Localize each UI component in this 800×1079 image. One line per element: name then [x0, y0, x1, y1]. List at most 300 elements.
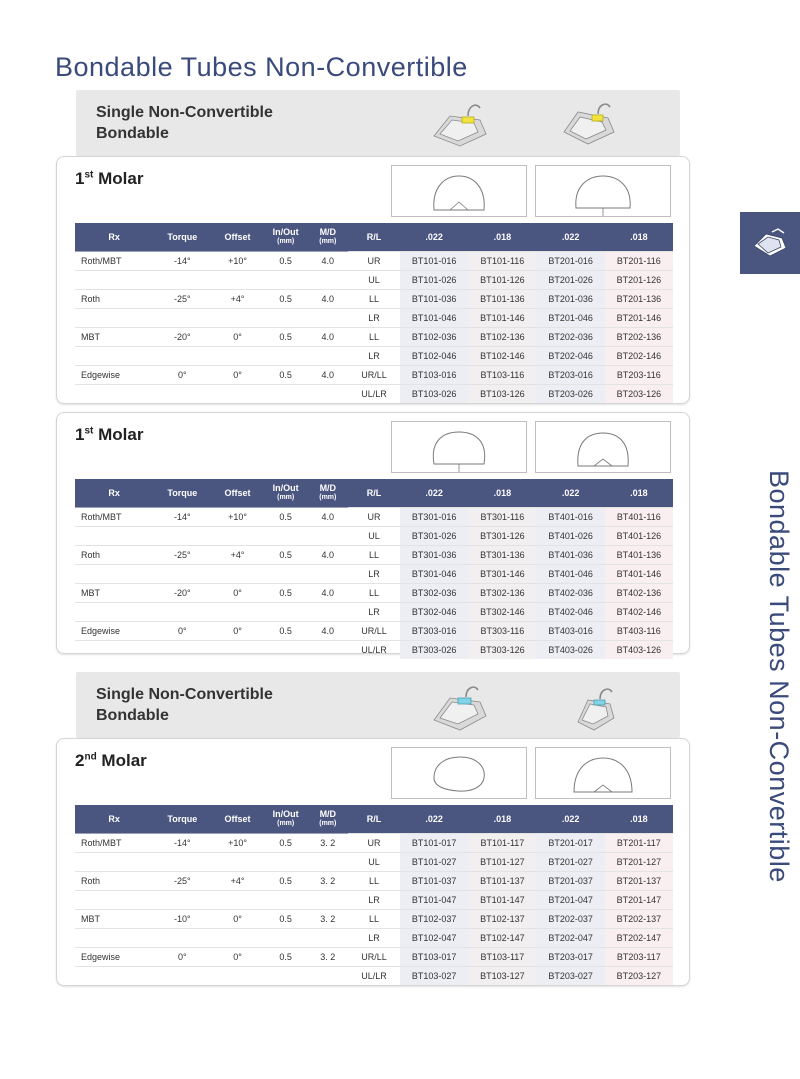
- cell-d: BT403-126: [605, 641, 673, 660]
- cell-a: BT101-017: [400, 834, 468, 853]
- cell-rx: [75, 853, 153, 872]
- col-022-a: .022: [400, 223, 468, 252]
- col-018-b: .018: [605, 223, 673, 252]
- buccal-tube-icon: [424, 678, 502, 736]
- table-header-row: [75, 805, 673, 834]
- cell-c: BT401-016: [536, 508, 604, 527]
- cell-md: 4.0: [308, 622, 348, 641]
- cell-d: BT202-136: [605, 328, 673, 347]
- cell-torque: -25°: [153, 546, 211, 565]
- cell-offset: [211, 271, 263, 290]
- tooth-outline-left-2: [391, 421, 527, 473]
- cell-torque: [153, 603, 211, 622]
- cell-rx: [75, 891, 153, 910]
- cell-torque: [153, 891, 211, 910]
- cell-offset: [211, 527, 263, 546]
- cell-c: BT203-017: [536, 948, 604, 967]
- cell-d: BT203-126: [605, 385, 673, 404]
- cell-torque: [153, 347, 211, 366]
- col-022-a: .022: [400, 805, 468, 834]
- cell-c: BT202-046: [536, 347, 604, 366]
- table-row: [75, 527, 673, 546]
- cell-d: BT201-117: [605, 834, 673, 853]
- cell-a: BT301-016: [400, 508, 468, 527]
- cell-rx: Edgewise: [75, 948, 153, 967]
- col-torque: Torque: [153, 223, 211, 252]
- table-row: [75, 546, 673, 565]
- cell-rl: LL: [348, 584, 400, 603]
- cell-d: BT201-146: [605, 309, 673, 328]
- cell-inout: [264, 271, 308, 290]
- cell-c: BT201-046: [536, 309, 604, 328]
- cell-offset: +4°: [211, 290, 263, 309]
- cell-md: 3. 2: [308, 872, 348, 891]
- col-018-a: .018: [468, 805, 536, 834]
- cell-offset: 0°: [211, 366, 263, 385]
- cell-b: BT103-127: [468, 967, 536, 986]
- table-body-1: [75, 252, 673, 404]
- cell-c: BT403-016: [536, 622, 604, 641]
- band-title-2: Single Non-Convertible Bondable: [96, 686, 273, 724]
- col-018-b: .018: [605, 805, 673, 834]
- cell-inout: [264, 385, 308, 404]
- cell-a: BT101-046: [400, 309, 468, 328]
- cell-b: BT301-116: [468, 508, 536, 527]
- cell-d: BT201-136: [605, 290, 673, 309]
- cell-md: [308, 271, 348, 290]
- cell-inout: 0.5: [264, 252, 308, 271]
- cell-b: BT301-136: [468, 546, 536, 565]
- cell-d: BT201-137: [605, 872, 673, 891]
- cell-inout: [264, 527, 308, 546]
- cell-inout: 0.5: [264, 948, 308, 967]
- cell-offset: [211, 853, 263, 872]
- tooth-outline-left-1: [391, 165, 527, 217]
- cell-torque: -20°: [153, 584, 211, 603]
- cell-b: BT101-127: [468, 853, 536, 872]
- cell-torque: [153, 271, 211, 290]
- cell-rx: Edgewise: [75, 366, 153, 385]
- col-rl: R/L: [348, 479, 400, 508]
- col-inout: In/Out (mm): [264, 805, 308, 834]
- cell-c: BT201-026: [536, 271, 604, 290]
- cell-md: [308, 641, 348, 660]
- cell-offset: [211, 309, 263, 328]
- table-header-row: [75, 223, 673, 252]
- cell-c: BT401-036: [536, 546, 604, 565]
- cell-d: BT202-137: [605, 910, 673, 929]
- cell-inout: 0.5: [264, 872, 308, 891]
- cell-rx: [75, 603, 153, 622]
- cell-b: BT303-126: [468, 641, 536, 660]
- col-rx: Rx: [75, 805, 153, 834]
- product-table-1: [75, 223, 673, 403]
- table-row: [75, 872, 673, 891]
- cell-inout: [264, 929, 308, 948]
- col-rx: Rx: [75, 479, 153, 508]
- cell-offset: +4°: [211, 872, 263, 891]
- cell-rl: LR: [348, 603, 400, 622]
- cell-inout: [264, 967, 308, 986]
- table-header-row: [75, 479, 673, 508]
- table-row: [75, 967, 673, 986]
- cell-c: BT201-017: [536, 834, 604, 853]
- cell-rl: LL: [348, 546, 400, 565]
- cell-rl: LR: [348, 565, 400, 584]
- cell-rl: LL: [348, 290, 400, 309]
- tooth-outline-right-2: [535, 421, 671, 473]
- col-offset: Offset: [211, 223, 263, 252]
- table-row: [75, 603, 673, 622]
- cell-rx: [75, 929, 153, 948]
- table-row: [75, 853, 673, 872]
- cell-inout: 0.5: [264, 622, 308, 641]
- cell-md: 4.0: [308, 508, 348, 527]
- cell-b: BT101-117: [468, 834, 536, 853]
- tooth-outline-right-1: [535, 165, 671, 217]
- cell-md: 4.0: [308, 584, 348, 603]
- cell-rx: [75, 641, 153, 660]
- cell-rl: LL: [348, 872, 400, 891]
- col-inout: In/Out (mm): [264, 223, 308, 252]
- cell-a: BT102-046: [400, 347, 468, 366]
- cell-a: BT101-016: [400, 252, 468, 271]
- cell-rl: LL: [348, 910, 400, 929]
- product-table-2: [75, 479, 673, 659]
- cell-torque: [153, 853, 211, 872]
- cell-b: BT103-126: [468, 385, 536, 404]
- table-row: [75, 565, 673, 584]
- cell-md: [308, 603, 348, 622]
- cell-a: BT303-026: [400, 641, 468, 660]
- cell-d: BT201-116: [605, 252, 673, 271]
- cell-torque: 0°: [153, 948, 211, 967]
- table-row: [75, 347, 673, 366]
- cell-md: [308, 967, 348, 986]
- cell-b: BT302-136: [468, 584, 536, 603]
- cell-inout: 0.5: [264, 366, 308, 385]
- cell-md: [308, 527, 348, 546]
- cell-torque: 0°: [153, 366, 211, 385]
- cell-offset: +10°: [211, 508, 263, 527]
- cell-torque: [153, 641, 211, 660]
- table-row: [75, 309, 673, 328]
- cell-a: BT302-046: [400, 603, 468, 622]
- cell-rl: LR: [348, 891, 400, 910]
- cell-offset: +10°: [211, 834, 263, 853]
- cell-a: BT103-017: [400, 948, 468, 967]
- cell-c: BT402-046: [536, 603, 604, 622]
- cell-d: BT402-136: [605, 584, 673, 603]
- cell-md: [308, 309, 348, 328]
- col-rx: Rx: [75, 223, 153, 252]
- cell-offset: [211, 929, 263, 948]
- cell-b: BT301-126: [468, 527, 536, 546]
- cell-torque: [153, 309, 211, 328]
- cell-b: BT101-126: [468, 271, 536, 290]
- col-md: M/D (mm): [308, 479, 348, 508]
- table-row: [75, 948, 673, 967]
- cell-d: BT401-146: [605, 565, 673, 584]
- cell-md: 3. 2: [308, 948, 348, 967]
- cell-md: [308, 385, 348, 404]
- cell-a: BT103-027: [400, 967, 468, 986]
- cell-d: BT201-127: [605, 853, 673, 872]
- cell-offset: +4°: [211, 546, 263, 565]
- cell-rl: LR: [348, 347, 400, 366]
- table-body-2: [75, 508, 673, 660]
- cell-offset: 0°: [211, 328, 263, 347]
- cell-c: BT201-036: [536, 290, 604, 309]
- cell-rl: LR: [348, 929, 400, 948]
- table-row: [75, 622, 673, 641]
- cell-rx: Roth/MBT: [75, 252, 153, 271]
- cell-rl: UR: [348, 252, 400, 271]
- cell-rl: UR/LL: [348, 948, 400, 967]
- cell-offset: 0°: [211, 622, 263, 641]
- cell-inout: 0.5: [264, 508, 308, 527]
- cell-md: [308, 891, 348, 910]
- col-022-a: .022: [400, 479, 468, 508]
- col-torque: Torque: [153, 479, 211, 508]
- table-row: [75, 366, 673, 385]
- cell-rl: UL/LR: [361, 645, 387, 655]
- cell-c: BT203-026: [536, 385, 604, 404]
- cell-rl: UR: [348, 508, 400, 527]
- table-row: [75, 290, 673, 309]
- col-inout: In/Out (mm): [264, 479, 308, 508]
- cell-b: BT303-116: [468, 622, 536, 641]
- cell-md: 4.0: [308, 290, 348, 309]
- cell-b: BT101-146: [468, 309, 536, 328]
- table-card-2: [56, 412, 690, 654]
- cell-a: BT101-026: [400, 271, 468, 290]
- col-022-b: .022: [536, 805, 604, 834]
- cell-a: BT101-027: [400, 853, 468, 872]
- col-018-b: .018: [605, 479, 673, 508]
- cell-rl: UL: [348, 853, 400, 872]
- cell-a: BT301-046: [400, 565, 468, 584]
- cell-offset: 0°: [211, 584, 263, 603]
- cell-b: BT102-136: [468, 328, 536, 347]
- cell-a: BT102-036: [400, 328, 468, 347]
- table-card-1: [56, 156, 690, 404]
- table-row: [75, 252, 673, 271]
- cell-a: BT302-036: [400, 584, 468, 603]
- cell-offset: 0°: [211, 948, 263, 967]
- cell-c: BT201-027: [536, 853, 604, 872]
- cell-md: 4.0: [308, 366, 348, 385]
- table-card-3: [56, 738, 690, 986]
- cell-torque: [153, 929, 211, 948]
- cell-torque: 0°: [153, 622, 211, 641]
- cell-d: BT401-116: [605, 508, 673, 527]
- table-row: [75, 271, 673, 290]
- cell-md: 3. 2: [308, 834, 348, 853]
- cell-a: BT101-037: [400, 872, 468, 891]
- cell-rx: MBT: [75, 910, 153, 929]
- cell-offset: [211, 641, 263, 660]
- col-torque: Torque: [153, 805, 211, 834]
- cell-torque: [153, 527, 211, 546]
- cell-inout: 0.5: [264, 328, 308, 347]
- cell-a: BT102-047: [400, 929, 468, 948]
- cell-rl: UL: [348, 527, 400, 546]
- table-row: [75, 385, 673, 404]
- cell-rx: Edgewise: [75, 622, 153, 641]
- cell-b: BT101-136: [468, 290, 536, 309]
- cell-c: BT203-027: [536, 967, 604, 986]
- cell-b: BT102-137: [468, 910, 536, 929]
- cell-inout: [264, 347, 308, 366]
- cell-rx: [75, 565, 153, 584]
- cell-inout: [264, 309, 308, 328]
- cell-c: BT403-026: [536, 641, 604, 660]
- col-offset: Offset: [211, 805, 263, 834]
- cell-rx: Roth: [75, 546, 153, 565]
- cell-b: BT102-146: [468, 347, 536, 366]
- cell-rx: [75, 385, 153, 404]
- cell-inout: [264, 891, 308, 910]
- cell-c: BT201-016: [536, 252, 604, 271]
- cell-inout: 0.5: [264, 584, 308, 603]
- cell-md: [308, 929, 348, 948]
- cell-rx: [75, 967, 153, 986]
- cell-rx: [75, 347, 153, 366]
- cell-inout: 0.5: [264, 290, 308, 309]
- cell-rx: Roth: [75, 290, 153, 309]
- band-title-1: Single Non-Convertible Bondable: [96, 104, 273, 142]
- cell-d: BT203-117: [605, 948, 673, 967]
- cell-rx: MBT: [75, 328, 153, 347]
- table-row: [75, 508, 673, 527]
- section-band-2: [76, 672, 680, 738]
- col-md: M/D (mm): [308, 805, 348, 834]
- cell-torque: -14°: [153, 252, 211, 271]
- cell-d: BT201-126: [605, 271, 673, 290]
- cell-torque: -20°: [153, 328, 211, 347]
- table-row: [75, 929, 673, 948]
- cell-a: BT103-016: [400, 366, 468, 385]
- cell-inout: [264, 641, 308, 660]
- tooth-outline-left-3: [391, 747, 527, 799]
- cell-rx: [75, 527, 153, 546]
- molar-heading-1: 1st Molar: [75, 169, 144, 188]
- cell-rx: Roth/MBT: [75, 508, 153, 527]
- cell-md: [308, 853, 348, 872]
- cell-inout: [264, 565, 308, 584]
- buccal-tube-angled-icon: [556, 96, 634, 154]
- cell-rl: UR/LL: [348, 366, 400, 385]
- cell-d: BT203-127: [605, 967, 673, 986]
- cell-d: BT202-146: [605, 347, 673, 366]
- cell-rx: Roth/MBT: [75, 834, 153, 853]
- molar-heading-2: 1st Molar: [75, 425, 144, 444]
- cell-torque: [153, 385, 211, 404]
- tooth-outline-right-3: [535, 747, 671, 799]
- cell-md: 4.0: [308, 328, 348, 347]
- cell-c: BT202-036: [536, 328, 604, 347]
- molar-heading-3: 2nd Molar: [75, 751, 147, 770]
- table-row: [75, 891, 673, 910]
- cell-b: BT102-147: [468, 929, 536, 948]
- col-rl: R/L: [348, 223, 400, 252]
- cell-c: BT401-046: [536, 565, 604, 584]
- table-body-3: [75, 834, 673, 986]
- buccal-tube-icon: [424, 96, 502, 154]
- cell-c: BT401-026: [536, 527, 604, 546]
- cell-inout: [264, 853, 308, 872]
- cell-offset: [211, 347, 263, 366]
- cell-md: [308, 347, 348, 366]
- cell-d: BT201-147: [605, 891, 673, 910]
- table-row: [75, 584, 673, 603]
- section-band-1: [76, 90, 680, 156]
- cell-rl: LR: [348, 309, 400, 328]
- cell-a: BT301-036: [400, 546, 468, 565]
- cell-inout: [264, 603, 308, 622]
- cell-c: BT201-047: [536, 891, 604, 910]
- cell-d: BT401-136: [605, 546, 673, 565]
- cell-b: BT301-146: [468, 565, 536, 584]
- cell-offset: [211, 891, 263, 910]
- cell-rx: [75, 271, 153, 290]
- cell-b: BT101-137: [468, 872, 536, 891]
- cell-offset: [211, 967, 263, 986]
- cell-d: BT402-146: [605, 603, 673, 622]
- cell-rl: UL/LR: [361, 389, 387, 399]
- cell-md: [308, 565, 348, 584]
- col-md: M/D (mm): [308, 223, 348, 252]
- cell-rl: UR: [348, 834, 400, 853]
- table-row: [75, 834, 673, 853]
- cell-torque: -14°: [153, 834, 211, 853]
- cell-torque: -10°: [153, 910, 211, 929]
- cell-inout: 0.5: [264, 910, 308, 929]
- cell-torque: -14°: [153, 508, 211, 527]
- side-tab: [740, 212, 800, 274]
- cell-b: BT103-117: [468, 948, 536, 967]
- cell-a: BT301-026: [400, 527, 468, 546]
- cell-b: BT103-116: [468, 366, 536, 385]
- cell-torque: -25°: [153, 290, 211, 309]
- cell-md: 3. 2: [308, 910, 348, 929]
- table-row: [75, 910, 673, 929]
- col-offset: Offset: [211, 479, 263, 508]
- col-rl: R/L: [348, 805, 400, 834]
- cell-offset: 0°: [211, 910, 263, 929]
- cell-c: BT202-047: [536, 929, 604, 948]
- cell-d: BT203-116: [605, 366, 673, 385]
- cell-torque: -25°: [153, 872, 211, 891]
- cell-offset: +10°: [211, 252, 263, 271]
- cell-rl: UR/LL: [348, 622, 400, 641]
- product-table-3: [75, 805, 673, 985]
- cell-c: BT203-016: [536, 366, 604, 385]
- cell-c: BT402-036: [536, 584, 604, 603]
- bracket-icon: [748, 224, 792, 262]
- cell-rl: LL: [348, 328, 400, 347]
- cell-c: BT202-037: [536, 910, 604, 929]
- cell-b: BT302-146: [468, 603, 536, 622]
- side-tab-label: Bondable Tubes Non-Convertible: [764, 470, 794, 883]
- cell-a: BT101-047: [400, 891, 468, 910]
- table-row: [75, 641, 673, 660]
- cell-md: 4.0: [308, 252, 348, 271]
- cell-rl: UL: [348, 271, 400, 290]
- buccal-tube-angled-icon: [556, 678, 634, 736]
- cell-torque: [153, 967, 211, 986]
